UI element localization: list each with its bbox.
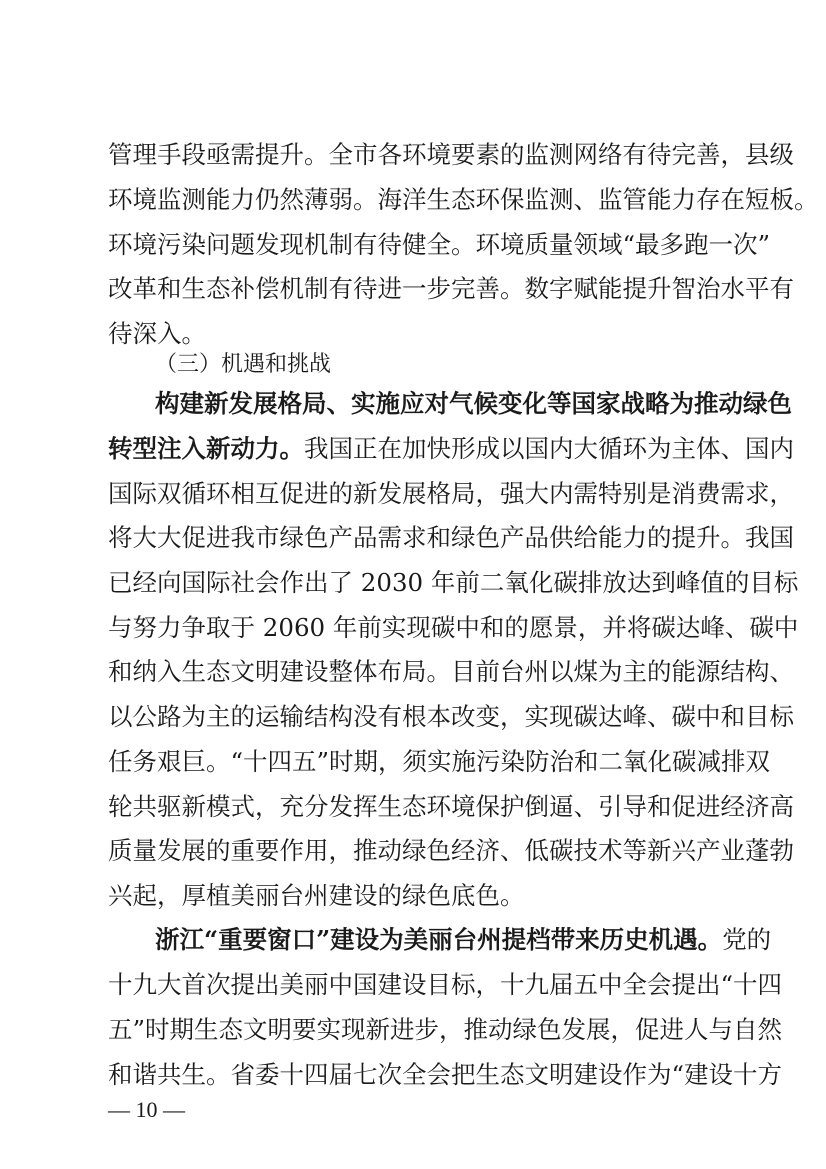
body-text-line: 十九大首次提出美丽中国建设目标，十九届五中全会提出“十四 [108, 970, 783, 999]
body-text-line: 和纳入生态文明建设整体布局。目前台州以煤为主的能源结构、 [108, 657, 794, 686]
body-text-line [155, 920, 772, 960]
body-text-line: 已经向国际社会作出了 2030 年前二氧化碳排放达到峰值的目标 [108, 568, 799, 597]
page-number: — 10 — [108, 1097, 185, 1122]
body-text-line: 管理手段亟需提升。全市各环境要素的监测网络有待完善，县级 [108, 140, 794, 169]
body-text-line: 质量发展的重要作用，推动绿色经济、低碳技术等新兴产业蓬勃 [108, 836, 794, 865]
body-text-line: 将大大促进我市绿色产品需求和绿色产品供给能力的提升。我国 [108, 523, 794, 552]
body-text-run: 党的 [722, 925, 772, 954]
body-text-line: 环境污染问题发现机制有待健全。环境质量领域“最多跑一次” [108, 230, 771, 259]
body-text-line [108, 429, 794, 469]
paragraph-lead-bold: 构建新发展格局、实施应对气候变化等国家战略为推动绿色 [155, 389, 792, 418]
body-text-line: 和谐共生。省委十四届七次全会把生态文明建设作为“建设十方 [108, 1060, 783, 1089]
body-text-line: 轮共驱新模式，充分发挥生态环境保护倒逼、引导和促进经济高 [108, 792, 794, 821]
section-heading: （三）机遇和挑战 [155, 352, 332, 377]
body-text-line: 国际双循环相互促进的新发展格局，强大内需特别是消费需求， [108, 479, 794, 508]
paragraph-lead-bold: 浙江“重要窗口”建设为美丽台州提档带来历史机遇。 [155, 925, 723, 954]
body-text-line: 环境监测能力仍然薄弱。海洋生态环保监测、监管能力存在短板。 [108, 185, 819, 214]
body-text-line: 五”时期生态文明要实现新进步，推动绿色发展，促进人与自然 [108, 1015, 783, 1044]
body-text-run: 我国正在加快形成以国内大循环为主体、国内 [304, 434, 794, 463]
paragraph-lead-bold: 转型注入新动力。 [108, 434, 304, 463]
body-text-line: 兴起，厚植美丽台州建设的绿色底色。 [108, 881, 525, 910]
body-text-line: 待深入。 [108, 319, 206, 348]
body-text-line: 与努力争取于 2060 年前实现碳中和的愿景，并将碳达峰、碳中 [108, 613, 799, 642]
body-text-line: 以公路为主的运输结构没有根本改变，实现碳达峰、碳中和目标 [108, 702, 794, 731]
body-text-line: 改革和生态补偿机制有待进一步完善。数字赋能提升智治水平有 [108, 274, 794, 303]
body-text-line: 任务艰巨。“十四五”时期，须实施污染防治和二氧化碳减排双 [108, 747, 771, 776]
